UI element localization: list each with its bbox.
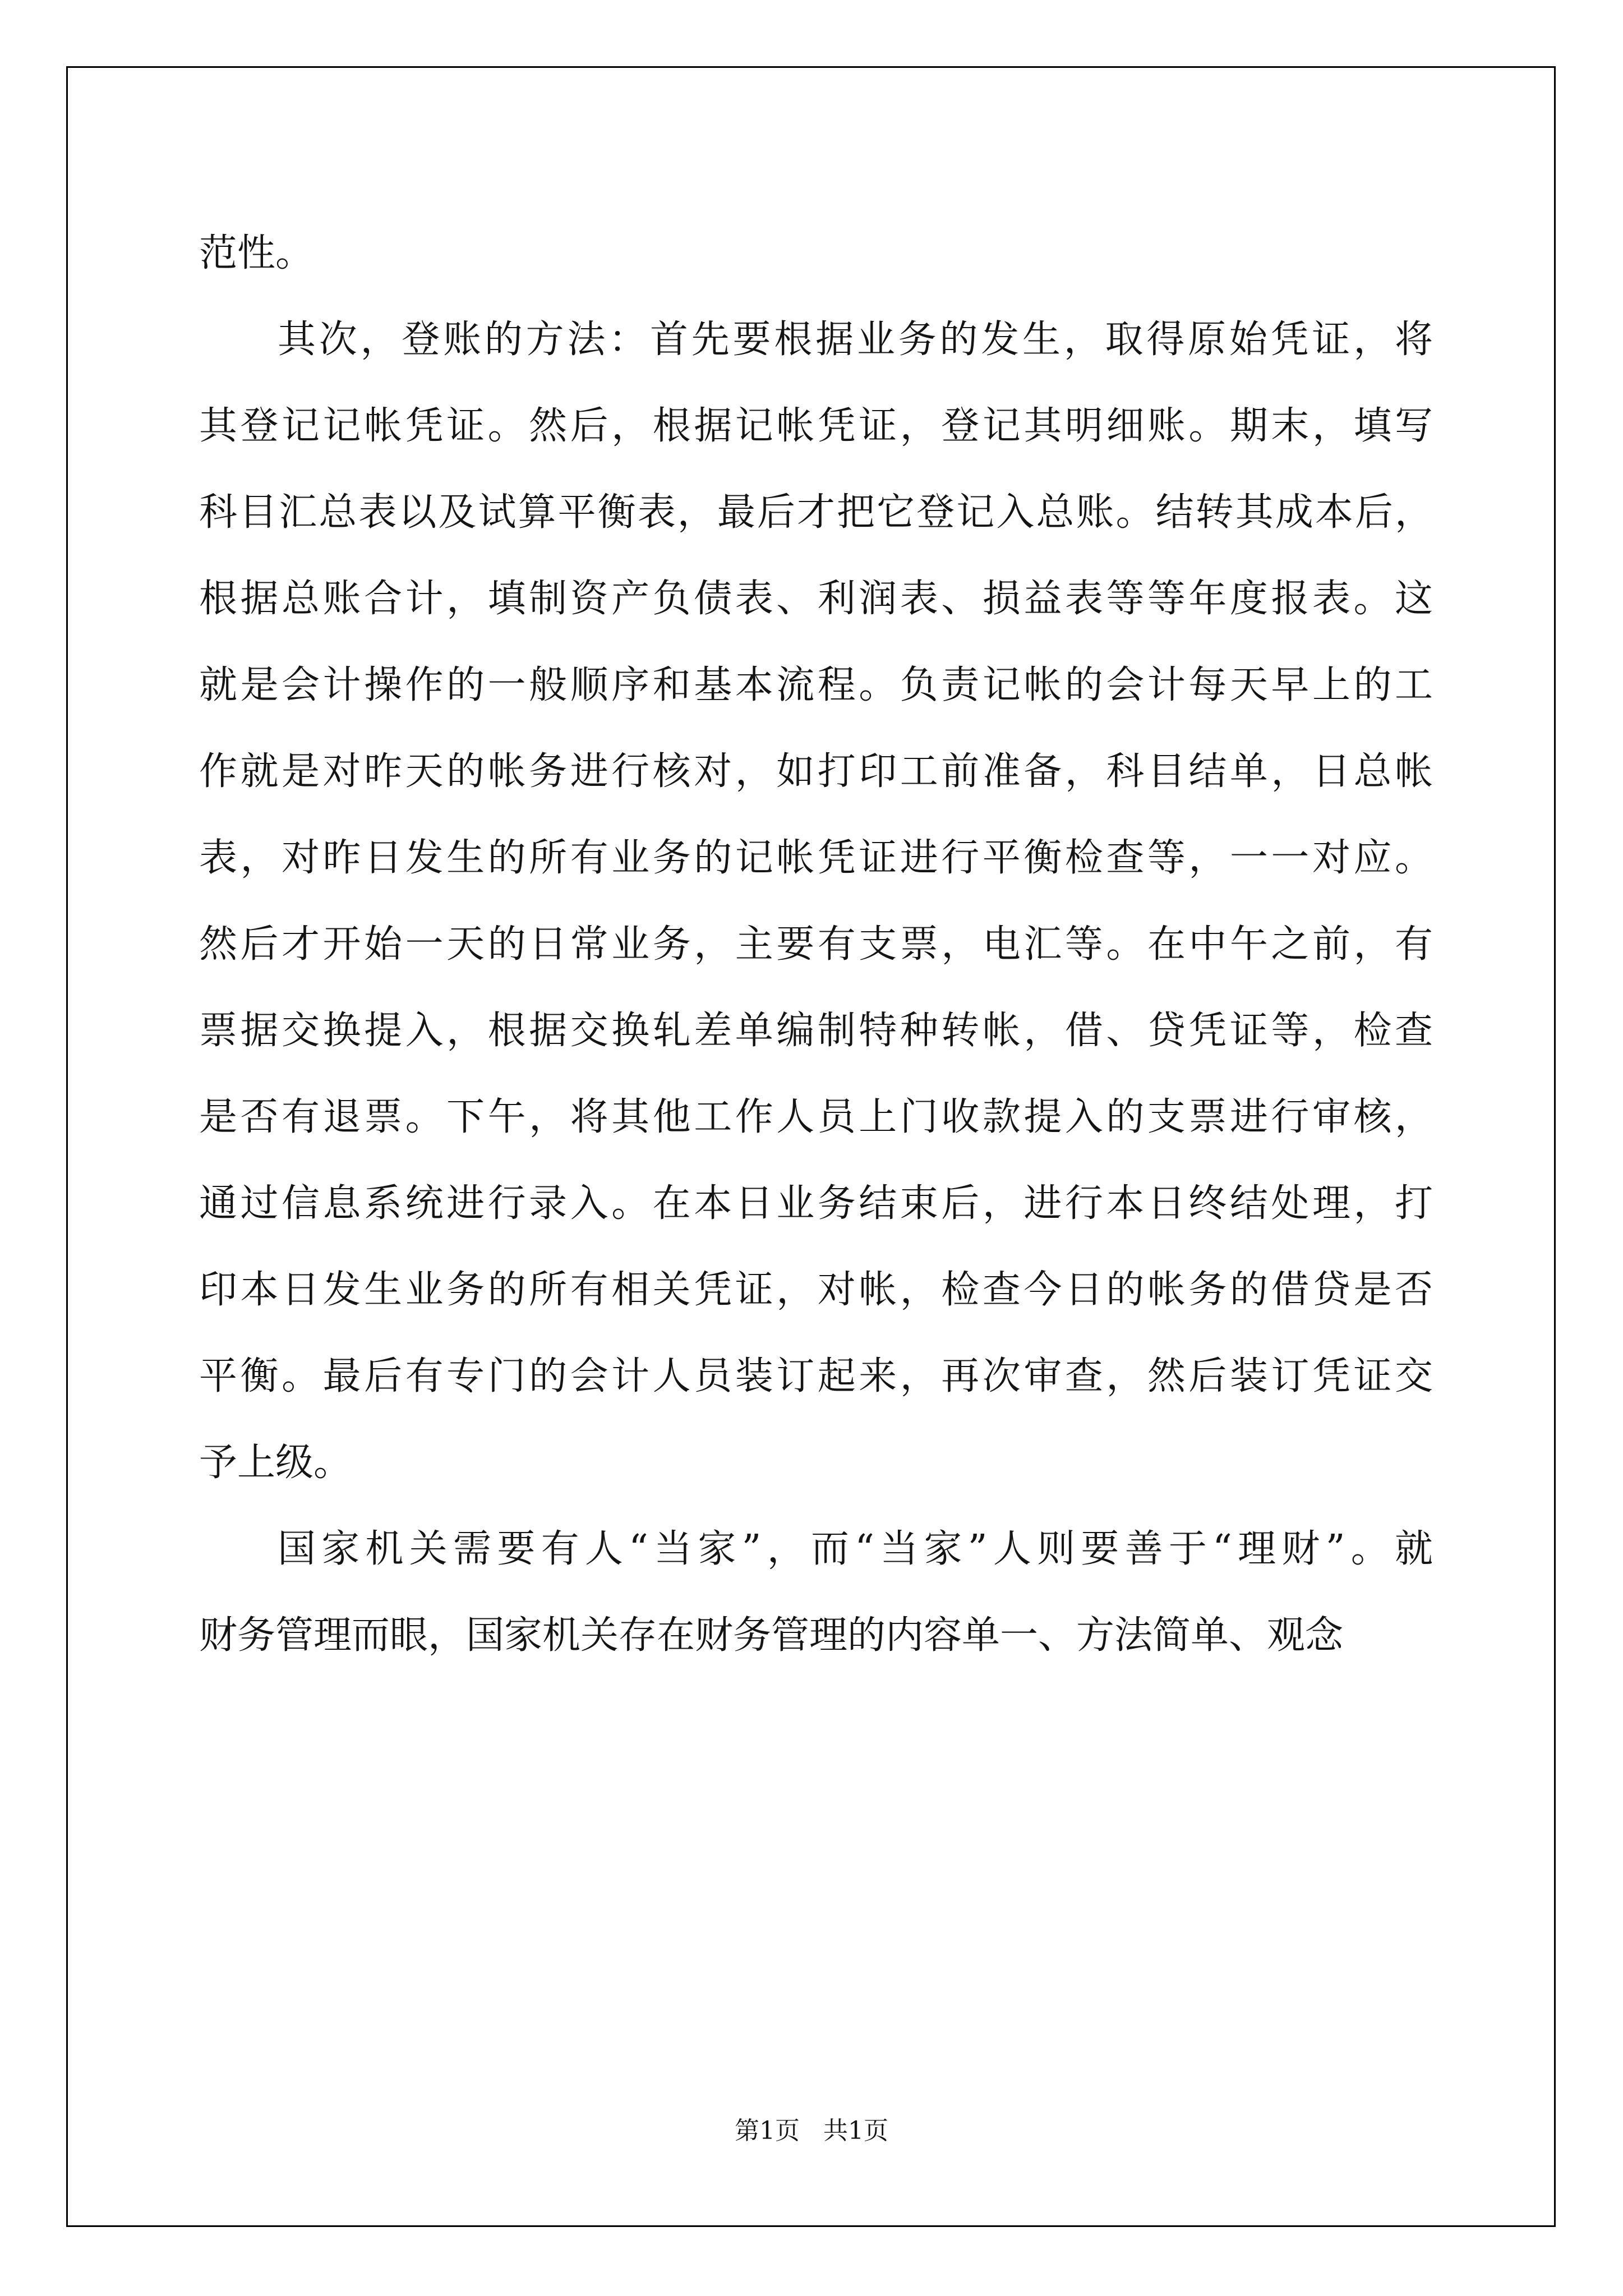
text-line: 就是会计操作的一般顺序和基本流程。负责记帐的会计每天早上的工	[199, 663, 1433, 707]
text-line: 根据总账合计，填制资产负债表、利润表、损益表等等年度报表。这	[199, 577, 1433, 621]
text-line: 通过信息系统进行录入。在本日业务结束后，进行本日终结处理，打	[199, 1181, 1433, 1226]
text-line: 作就是对昨天的帐务进行核对，如打印工前准备，科目结单，日总帐	[199, 749, 1433, 794]
text-line: 票据交换提入，根据交换轧差单编制特种转帐，借、贷凭证等，检查	[199, 1009, 1433, 1053]
text-line: 印本日发生业务的所有相关凭证，对帐，检查今日的帐务的借贷是否	[199, 1268, 1433, 1312]
text-line: 其登记记帐凭证。然后，根据记帐凭证，登记其明细账。期末，填写	[199, 404, 1433, 448]
text-line: 国家机关需要有人“当家”，而“当家”人则要善于“理财”。就	[278, 1527, 1433, 1571]
text-line: 平衡。最后有专门的会计人员装订起来，再次审查，然后装订凭证交	[199, 1354, 1433, 1398]
text-line: 科目汇总表以及试算平衡表，最后才把它登记入总账。结转其成本后，	[199, 490, 1433, 535]
text-line: 其次，登账的方法：首先要根据业务的发生，取得原始凭证，将	[278, 318, 1433, 362]
text-line: 财务管理而眼，国家机关存在财务管理的内容单一、方法简单、观念	[199, 1613, 1344, 1658]
page-number: 第1页 共1页	[735, 2116, 888, 2145]
text-line: 然后才开始一天的日常业务，主要有支票，电汇等。在中午之前，有	[199, 922, 1433, 967]
text-line: 是否有退票。下午，将其他工作人员上门收款提入的支票进行审核，	[199, 1095, 1433, 1139]
text-line: 表，对昨日发生的所有业务的记帐凭证进行平衡检查等，一一对应。	[199, 836, 1433, 880]
text-line: 予上级。	[199, 1441, 352, 1485]
text-line: 范性。	[199, 231, 314, 275]
document-body	[199, 210, 1433, 1679]
